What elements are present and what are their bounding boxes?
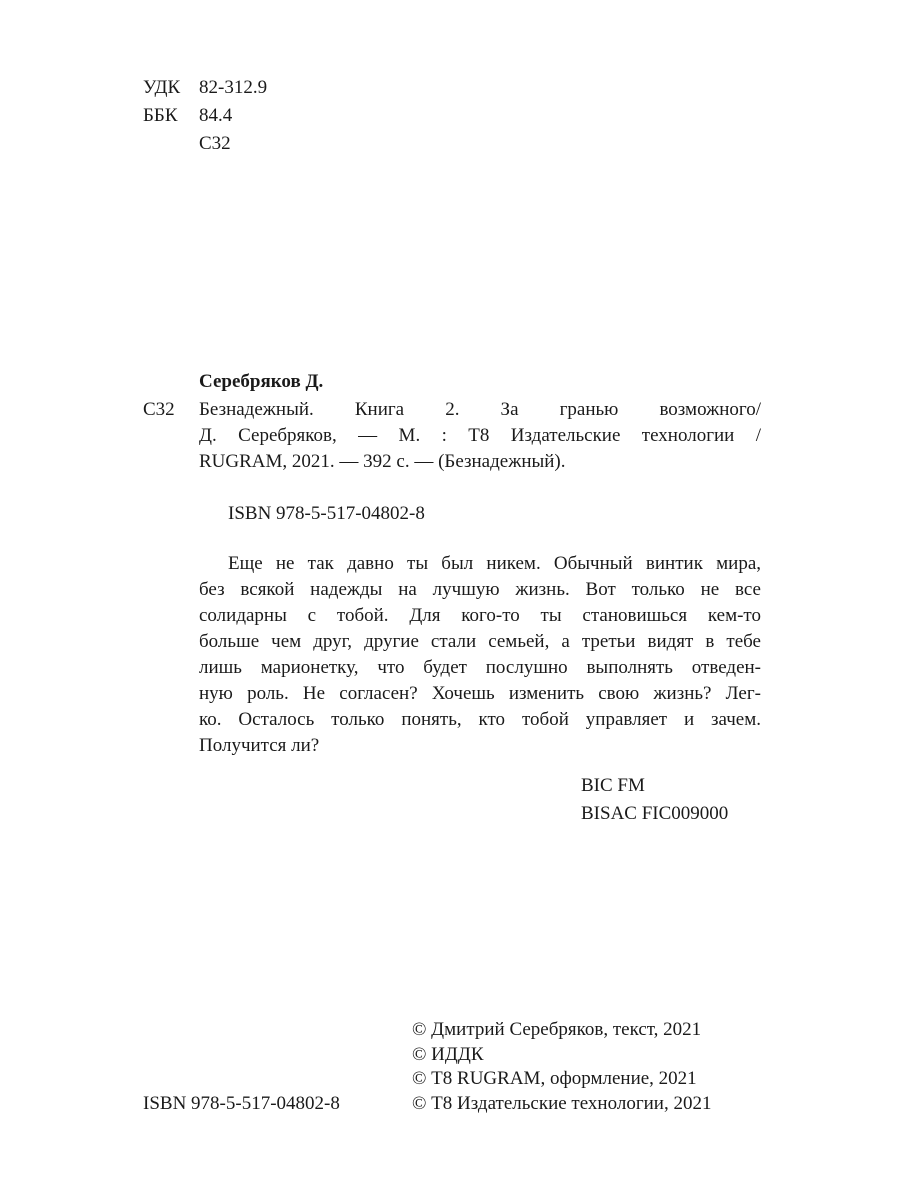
footer-isbn: ISBN 978-5-517-04802-8 <box>143 1093 340 1114</box>
annotation-line: ко. Осталось только понять, кто тобой управляет и зачем. <box>199 709 761 730</box>
catalog-author: Серебряков Д. <box>199 371 324 392</box>
annotation-line: ную роль. Не согласен? Хочешь изменить свою жизнь? Лег- <box>199 683 761 704</box>
author-mark: С32 <box>199 133 231 154</box>
catalog-author-mark: С32 <box>143 399 175 420</box>
annotation-line: Еще не так давно ты был никем. Обычный винтик мира, <box>228 553 761 574</box>
catalog-isbn: ISBN 978-5-517-04802-8 <box>228 503 425 524</box>
catalog-line: Д. Серебряков, — М. : Т8 Издательские технологии / <box>199 425 761 446</box>
bbk-label: ББК <box>143 105 178 126</box>
annotation-line: лишь марионетку, что будет послушно выполнять отведен- <box>199 657 761 678</box>
annotation <box>199 551 761 759</box>
bisac-code: BISAC FIC009000 <box>581 803 729 824</box>
annotation-line: без всякой надежды на лучшую жизнь. Вот только не все <box>199 579 761 600</box>
copyright-line: © Дмитрий Серебряков, текст, 2021 <box>412 1019 702 1040</box>
udk-value: 82-312.9 <box>199 77 268 98</box>
annotation-line: больше чем друг, другие стали семьей, а третьи видят в тебе <box>199 631 761 652</box>
bbk-value: 84.4 <box>199 105 233 126</box>
bic-code: BIC FM <box>581 775 645 796</box>
udk-label: УДК <box>143 77 181 98</box>
annotation-line: солидарны с тобой. Для кого-то ты становишься кем-то <box>199 605 761 626</box>
copyright-line: © Т8 Издательские технологии, 2021 <box>412 1093 712 1114</box>
catalog-description <box>199 397 761 475</box>
annotation-line: Получится ли? <box>199 735 320 756</box>
copyright-line: © Т8 RUGRAM, оформление, 2021 <box>412 1068 697 1089</box>
catalog-line: Безнадежный. Книга 2. За гранью возможного/ <box>199 399 761 420</box>
copyright-line: © ИДДК <box>412 1044 484 1065</box>
catalog-line: RUGRAM, 2021. — 392 с. — (Безнадежный). <box>199 451 566 472</box>
